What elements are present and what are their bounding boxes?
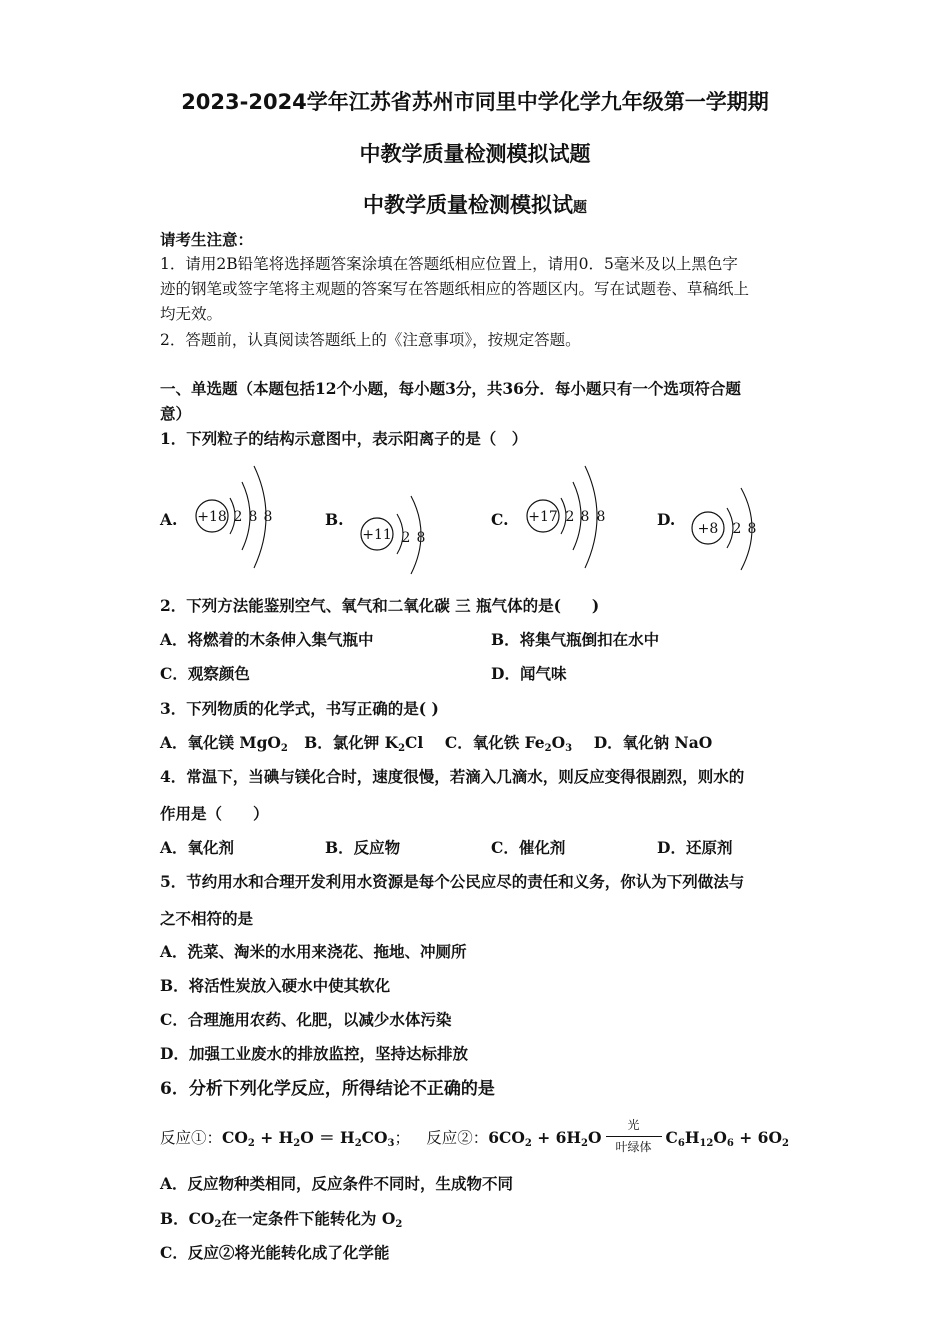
reaction-condition [606, 1118, 662, 1154]
q3-option-d: D．氧化钠 NaO [593, 733, 713, 752]
shell-electrons: 2 [233, 509, 243, 525]
shell-electrons: 8 [747, 521, 757, 537]
q3-option-b [304, 733, 423, 752]
q1-option-b-label: B. [325, 510, 344, 529]
q3-option-c [445, 733, 572, 752]
shell-electrons: 2 [401, 530, 411, 546]
q5-stem-b: 之不相符的是 [160, 909, 254, 928]
q3-options [160, 731, 712, 754]
nucleus-charge: +18 [197, 509, 227, 525]
q1-option-d-label: D. [657, 510, 676, 529]
notice-item1-c: 均无效。 [160, 305, 223, 323]
q3-option-c-text: C．氧化铁 Fe [444, 733, 545, 752]
r1-co3-sub: 3 [387, 1138, 395, 1149]
r2-co-sub: 2 [524, 1138, 532, 1149]
q4-option-a: A．氧化剂 [160, 838, 235, 857]
q6-option-a: A．反应物种类相同，反应条件不同时，生成物不同 [160, 1174, 514, 1193]
q3-option-a [160, 733, 288, 752]
r2-h2: H [684, 1128, 700, 1147]
q6-option-b-mid: 在一定条件下能转化为 O [221, 1209, 396, 1228]
title-line-1: 2023-2024学年江苏省苏州市同里中学化学九年级第一学期期 [181, 90, 769, 114]
r1-h-sub: 2 [293, 1138, 301, 1149]
q5-stem-a: 5．节约用水和合理开发利用水资源是每个公民应尽的责任和义务，你认为下列做法与 [160, 872, 745, 891]
r2-co: 6CO [488, 1128, 525, 1147]
reaction-1-label: 反应①： [160, 1129, 223, 1147]
condition-bar [606, 1136, 662, 1137]
section-heading-b: 意） [160, 404, 192, 423]
q3-option-a-sub: 2 [280, 743, 288, 754]
r1-co3: CO [361, 1128, 388, 1147]
q2-option-a: A．将燃着的木条伸入集气瓶中 [160, 630, 374, 649]
q3-option-b-text: B．氯化钾 K [304, 733, 399, 752]
q1-option-a-label: A. [160, 510, 178, 529]
nucleus-charge: +11 [362, 527, 392, 543]
r2-c-sub: 6 [677, 1138, 685, 1149]
q1-option-d-diagram [689, 484, 769, 578]
r1-co: CO [222, 1128, 248, 1147]
r2-h-sub: 2 [581, 1138, 588, 1149]
r2-o3: + 6O [733, 1128, 782, 1147]
r2-h2-sub: 12 [699, 1138, 714, 1149]
title-line-3-main: 中教学质量检测模拟试 [363, 193, 573, 217]
r2-c: C [665, 1128, 678, 1147]
shell-electrons: 8 [263, 509, 273, 525]
q6-option-b-sub: 2 [214, 1219, 222, 1230]
q3-option-c-sub2: 3 [565, 743, 573, 754]
r2-o2: O [713, 1128, 727, 1147]
q6-stem: 6．分析下列化学反应，所得结论不正确的是 [160, 1079, 495, 1099]
q4-option-d: D．还原剂 [657, 838, 733, 857]
q3-option-a-text: A．氧化镁 MgO [160, 733, 281, 752]
r2-o3-sub: 2 [781, 1138, 789, 1149]
q5-option-a: A．洗菜、淘米的水用来浇花、拖地、冲厕所 [160, 942, 467, 961]
q5-option-c: C．合理施用农药、化肥，以减少水体污染 [160, 1010, 452, 1029]
q3-stem: 3．下列物质的化学式，书写正确的是( ) [160, 699, 439, 718]
q1-option-a-diagram [192, 460, 282, 579]
r1-plus-h: + H [254, 1128, 294, 1147]
r2-h: + 6H [531, 1128, 582, 1147]
q2-stem: 2．下列方法能鉴别空气、氧气和二氧化碳 三 瓶气体的是( ) [160, 596, 600, 615]
shell-electrons: 8 [596, 509, 606, 525]
q6-option-c: C．反应②将光能转化成了化学能 [160, 1243, 390, 1262]
q6-option-b-sub2: 2 [395, 1219, 403, 1230]
q5-option-b: B．将活性炭放入硬水中使其软化 [160, 976, 391, 995]
q1-option-c-diagram [523, 460, 613, 579]
condition-light: 光 [627, 1118, 640, 1132]
shell-electrons: 8 [580, 509, 590, 525]
q4-stem-a: 4．常温下，当碘与镁化合时，速度很慢，若滴入几滴水，则反应变得很剧烈，则水的 [160, 767, 745, 786]
q3-option-c-mid: O [551, 733, 566, 752]
r1-o-eq-h: O ＝ H [300, 1128, 355, 1147]
r1-h2-sub: 2 [354, 1138, 362, 1149]
q2-option-d: D．闻气味 [491, 664, 567, 683]
q4-option-b: B．反应物 [325, 838, 401, 857]
r1-end: ； [394, 1129, 410, 1147]
title-line-3-tail: 题 [573, 200, 587, 216]
condition-chloroplast: 叶绿体 [615, 1140, 652, 1154]
q2-option-c: C．观察颜色 [160, 664, 250, 683]
notice-item1-b: 迹的钢笔或签字笔将主观题的答案写在答题纸相应的答题区内。写在试题卷、草稿纸上 [160, 280, 750, 298]
reaction-2-label: 反应②： [426, 1129, 489, 1147]
r2-o: O [587, 1128, 602, 1147]
q3-option-c-sub1: 2 [544, 743, 552, 754]
r1-co-sub: 2 [247, 1138, 255, 1149]
q1-stem: 1．下列粒子的结构示意图中，表示阳离子的是（ ） [160, 429, 528, 448]
q4-option-c: C．催化剂 [491, 838, 566, 857]
q6-reactions [160, 1118, 789, 1154]
notice-heading: 请考生注意： [160, 230, 254, 249]
q2-option-b: B．将集气瓶倒扣在水中 [491, 630, 660, 649]
r2-o2-sub: 6 [726, 1138, 734, 1149]
shell-electrons: 2 [565, 509, 575, 525]
q3-option-b-post: Cl [405, 733, 424, 752]
nucleus-charge: +8 [697, 521, 719, 537]
q6-option-b [160, 1207, 402, 1230]
section-heading-a: 一、单选题（本题包括12个小题，每小题3分，共36分．每小题只有一个选项符合题 [160, 379, 741, 398]
shell-electrons: 8 [416, 530, 426, 546]
notice-item1-a: 1．请用2B铅笔将选择题答案涂填在答题纸相应位置上，请用0．5毫米及以上黑色字 [160, 255, 738, 273]
title-line-3 [0, 189, 950, 219]
shell-electrons: 2 [732, 521, 742, 537]
nucleus-charge: +17 [528, 509, 558, 525]
q5-option-d: D．加强工业废水的排放监控，坚持达标排放 [160, 1044, 468, 1063]
q4-stem-b: 作用是（ ） [160, 804, 269, 823]
q6-option-b-text: B．CO [160, 1209, 215, 1228]
shell-electrons: 8 [248, 509, 258, 525]
q1-option-b-diagram [357, 490, 437, 584]
q1-option-c-label: C. [491, 510, 509, 529]
title-line-2: 中教学质量检测模拟试题 [359, 142, 591, 166]
notice-item2: 2．答题前，认真阅读答题纸上的《注意事项》，按规定答题。 [160, 331, 581, 349]
q3-option-b-sub: 2 [398, 743, 406, 754]
